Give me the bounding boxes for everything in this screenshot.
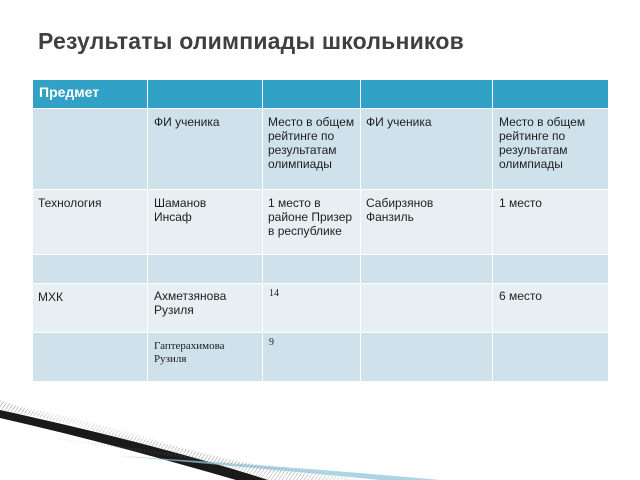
table-header-row [33,80,609,109]
subheader-cell-student-2 [361,109,493,190]
row-result-1: 14 [269,288,279,299]
cell-student-1 [148,284,263,333]
cell-student-2 [361,190,493,255]
header-cell [493,80,609,109]
cell-subject [33,190,148,255]
row-result-1: 9 [269,337,274,348]
header-cell [361,80,493,109]
table-row [33,190,609,255]
subheader-cell-rating-2 [493,109,609,190]
cell-student-2 [361,284,493,333]
subheader-rating-1: Место в общем рейтинге по результатам олимпиады [268,115,355,171]
cell-student-1 [148,190,263,255]
cell-subject [33,333,148,382]
blank-cell [361,255,493,284]
header-cell [148,80,263,109]
cell-result-2 [493,284,609,333]
page-title: Результаты олимпиады школьников [38,28,464,54]
subheader-cell-rating-1 [263,109,361,190]
header-cell [263,80,361,109]
results-table [32,79,609,382]
table-row [33,333,609,382]
table-row [33,284,609,333]
blank-cell [148,255,263,284]
row-student-1: Гаптерахимова Рузиля [154,340,225,365]
row-subject: МХК [38,290,63,304]
cell-result-1 [263,284,361,333]
subheader-cell-empty [33,109,148,190]
blank-cell [33,255,148,284]
row-result-1: 1 место в районе Призер в республике [268,196,353,238]
row-student-2: Сабирзянов Фанзиль [366,196,434,224]
row-result-2: 1 место [499,196,542,210]
row-student-1: Шаманов Инсаф [154,196,207,224]
subheader-cell-student-1 [148,109,263,190]
subheader-student-2: ФИ ученика [366,115,432,129]
row-subject: Технология [38,196,102,210]
header-subject-label: Предмет [39,84,100,100]
cell-result-2 [493,333,609,382]
cell-result-1 [263,333,361,382]
header-cell-subject [33,80,148,109]
cell-student-2 [361,333,493,382]
row-student-1: Ахметзянова Рузиля [154,289,227,317]
cell-result-1 [263,190,361,255]
cell-student-1 [148,333,263,382]
cell-subject [33,284,148,333]
subheader-rating-2: Место в общем рейтинге по результатам олимпиады [499,115,586,171]
row-result-2: 6 место [499,289,542,303]
subheader-student-1: ФИ ученика [154,115,220,129]
cell-result-2 [493,190,609,255]
table-subheader-row [33,109,609,190]
decorative-swoosh [0,396,640,480]
blank-cell [493,255,609,284]
table-row-blank [33,255,609,284]
blank-cell [263,255,361,284]
